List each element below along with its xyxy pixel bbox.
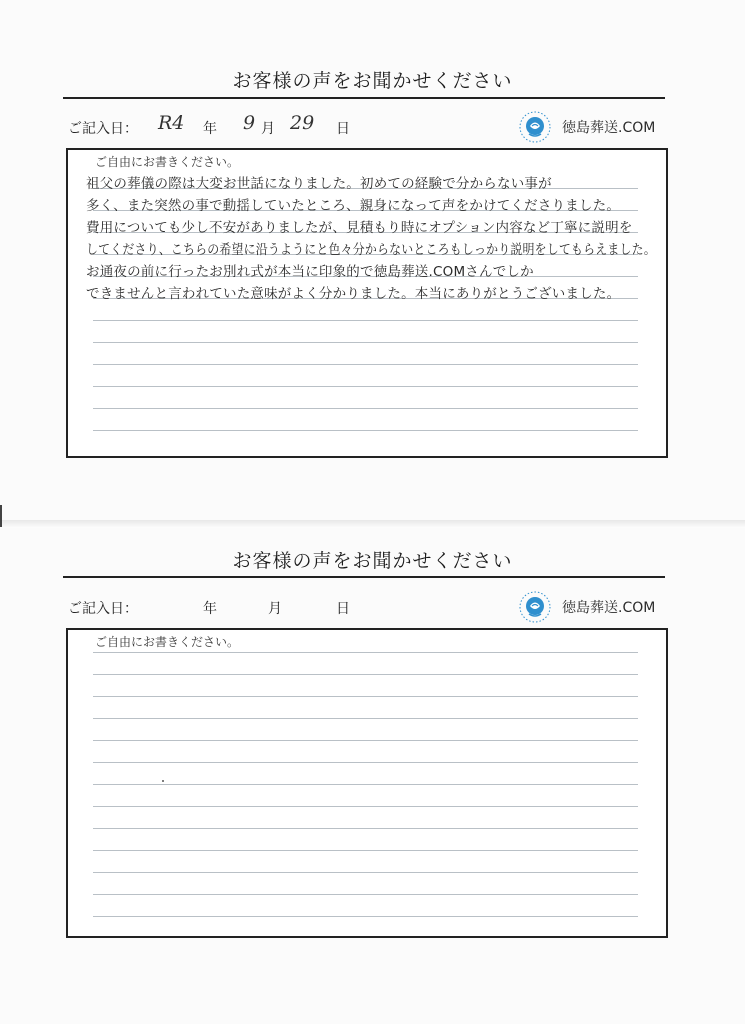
ruled-line xyxy=(93,850,638,851)
ruled-line xyxy=(93,320,638,321)
date-label: ご記入日： xyxy=(68,601,138,617)
logo-text: 徳島葬送.COM xyxy=(562,600,656,616)
ruled-line xyxy=(93,784,638,785)
free-comment-label: ご自由にお書きください。 xyxy=(95,635,240,649)
form-title: お客様の声をお聞かせください xyxy=(232,70,513,92)
ruled-lines xyxy=(93,630,638,936)
company-logo xyxy=(518,110,678,144)
day-unit: 日 xyxy=(336,601,350,617)
ruled-line xyxy=(93,364,638,365)
date-row xyxy=(68,592,368,622)
page-separator xyxy=(0,520,745,528)
handwritten-line: できませんと言われていた意味がよく分かりました。本当にありがとうございました。 xyxy=(86,286,621,302)
handwritten-line: してくださり、こちらの希望に沿うようにと色々分からないところもしっかり説明をしてもらえました。 xyxy=(86,242,656,258)
comment-box xyxy=(66,148,668,458)
logo-text: 徳島葬送.COM xyxy=(562,120,656,136)
date-label: ご記入日： xyxy=(68,121,138,137)
ruled-line xyxy=(93,430,638,431)
ruled-line xyxy=(93,674,638,675)
ruled-line xyxy=(93,872,638,873)
ruled-line xyxy=(93,408,638,409)
month-unit: 月 xyxy=(268,601,282,617)
title-divider xyxy=(63,97,665,99)
ruled-line xyxy=(93,342,638,343)
ruled-line xyxy=(93,718,638,719)
day-value: 29 xyxy=(290,112,315,134)
scan-edge-mark xyxy=(0,505,2,527)
scan-speck xyxy=(162,780,164,782)
date-row xyxy=(68,112,368,142)
ruled-line xyxy=(93,762,638,763)
month-value: 9 xyxy=(243,112,256,134)
year-unit: 年 xyxy=(203,601,217,617)
ruled-line xyxy=(93,894,638,895)
handwritten-line: 多く、また突然の事で動揺していたところ、親身になって声をかけてくださりました。 xyxy=(86,198,621,214)
ruled-line xyxy=(93,386,638,387)
ruled-line xyxy=(93,652,638,653)
month-unit: 月 xyxy=(261,121,275,137)
ruled-line xyxy=(93,916,638,917)
handwritten-line: 費用についても少し不安がありましたが、見積もり時にオプション内容など丁寧に説明を xyxy=(86,220,633,236)
ruled-line xyxy=(93,696,638,697)
title-divider xyxy=(63,576,665,578)
free-comment-label: ご自由にお書きください。 xyxy=(95,155,240,169)
company-logo xyxy=(518,590,678,624)
form-title: お客様の声をお聞かせください xyxy=(232,550,513,572)
rose-logo-icon xyxy=(518,590,552,624)
year-value: R4 xyxy=(158,112,185,134)
year-unit: 年 xyxy=(203,121,217,137)
ruled-line xyxy=(93,806,638,807)
handwritten-line: お通夜の前に行ったお別れ式が本当に印象的で徳島葬送.COMさんでしか xyxy=(86,264,534,280)
ruled-line xyxy=(93,740,638,741)
survey-form-2 xyxy=(0,528,745,1024)
rose-logo-icon xyxy=(518,110,552,144)
comment-box xyxy=(66,628,668,938)
ruled-line xyxy=(93,828,638,829)
handwritten-line: 祖父の葬儀の際は大変お世話になりました。初めての経験で分からない事が xyxy=(86,176,552,192)
day-unit: 日 xyxy=(336,121,350,137)
